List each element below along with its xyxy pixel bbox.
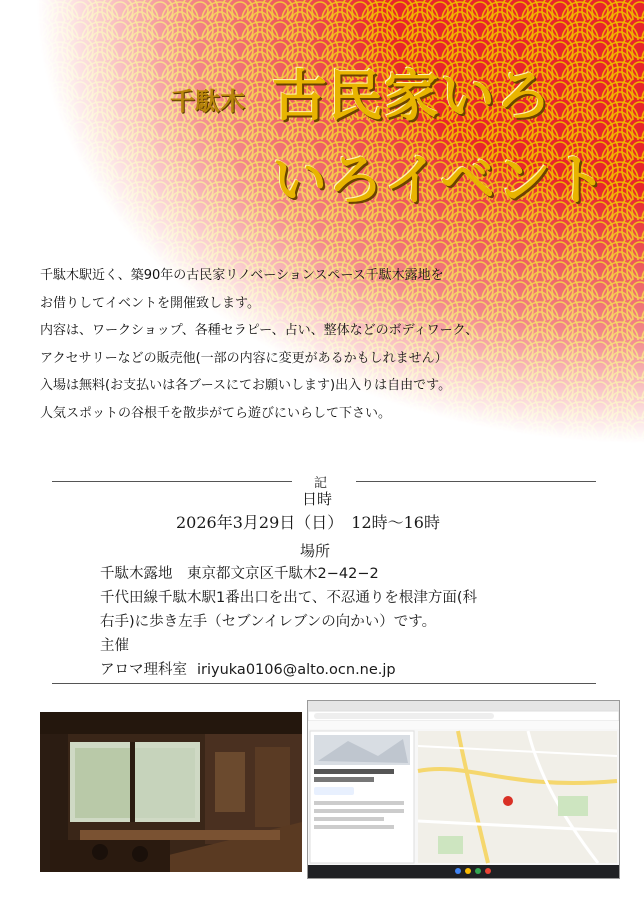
- intro-line: 人気スポットの谷根千を散歩がてら遊びにいらして下さい。: [40, 405, 392, 421]
- ki-label: 記: [314, 476, 328, 491]
- date-heading: 日時: [302, 490, 333, 508]
- divider-line-left: [52, 481, 292, 482]
- intro-line: 千駄木駅近く、築90年の古民家リノベーションスペース千駄木露地を: [40, 268, 444, 283]
- intro-line: アクセサリーなどの販売他(一部の内容に変更があるかもしれません）: [40, 350, 448, 366]
- organizer-email[interactable]: iriyuka0106@alto.ocn.ne.jp: [197, 662, 396, 678]
- place-heading: 場所: [300, 542, 331, 560]
- intro-line: 内容は、ワークショップ、各種セラピー、占い、整体などのボディワーク、: [40, 323, 479, 338]
- venue-address: 千駄木露地 東京都文京区千駄木2−42−2: [100, 566, 379, 582]
- map-screenshot: [307, 700, 620, 879]
- directions-line-1: 千代田線千駄木駅1番出口を出て、不忍通りを根津方面(科: [100, 590, 478, 606]
- date-value: 2026年3月29日（日） 12時〜16時: [176, 513, 440, 532]
- venue-block: [100, 562, 600, 682]
- title-line-1: 古民家いろ: [272, 64, 553, 128]
- divider-line-right: [356, 481, 596, 482]
- title-prefix: 千駄木: [170, 87, 246, 116]
- organizer-heading: 主催: [100, 638, 129, 654]
- intro-line: 入場は無料(お支払いは各ブースにてお願いします)出入りは自由です。: [40, 378, 452, 393]
- title-line-2: いろイベント: [272, 148, 609, 212]
- intro-paragraph: [40, 262, 620, 427]
- intro-line: お借りしてイベントを開催致します。: [40, 295, 260, 311]
- directions-line-2: 右手)に歩き左手（セブンイレブンの向かい）です。: [100, 614, 437, 630]
- interior-photo: [40, 712, 302, 872]
- organizer-line: [100, 658, 600, 682]
- organizer-name: アロマ理科室: [100, 662, 187, 678]
- bottom-divider: [52, 683, 596, 684]
